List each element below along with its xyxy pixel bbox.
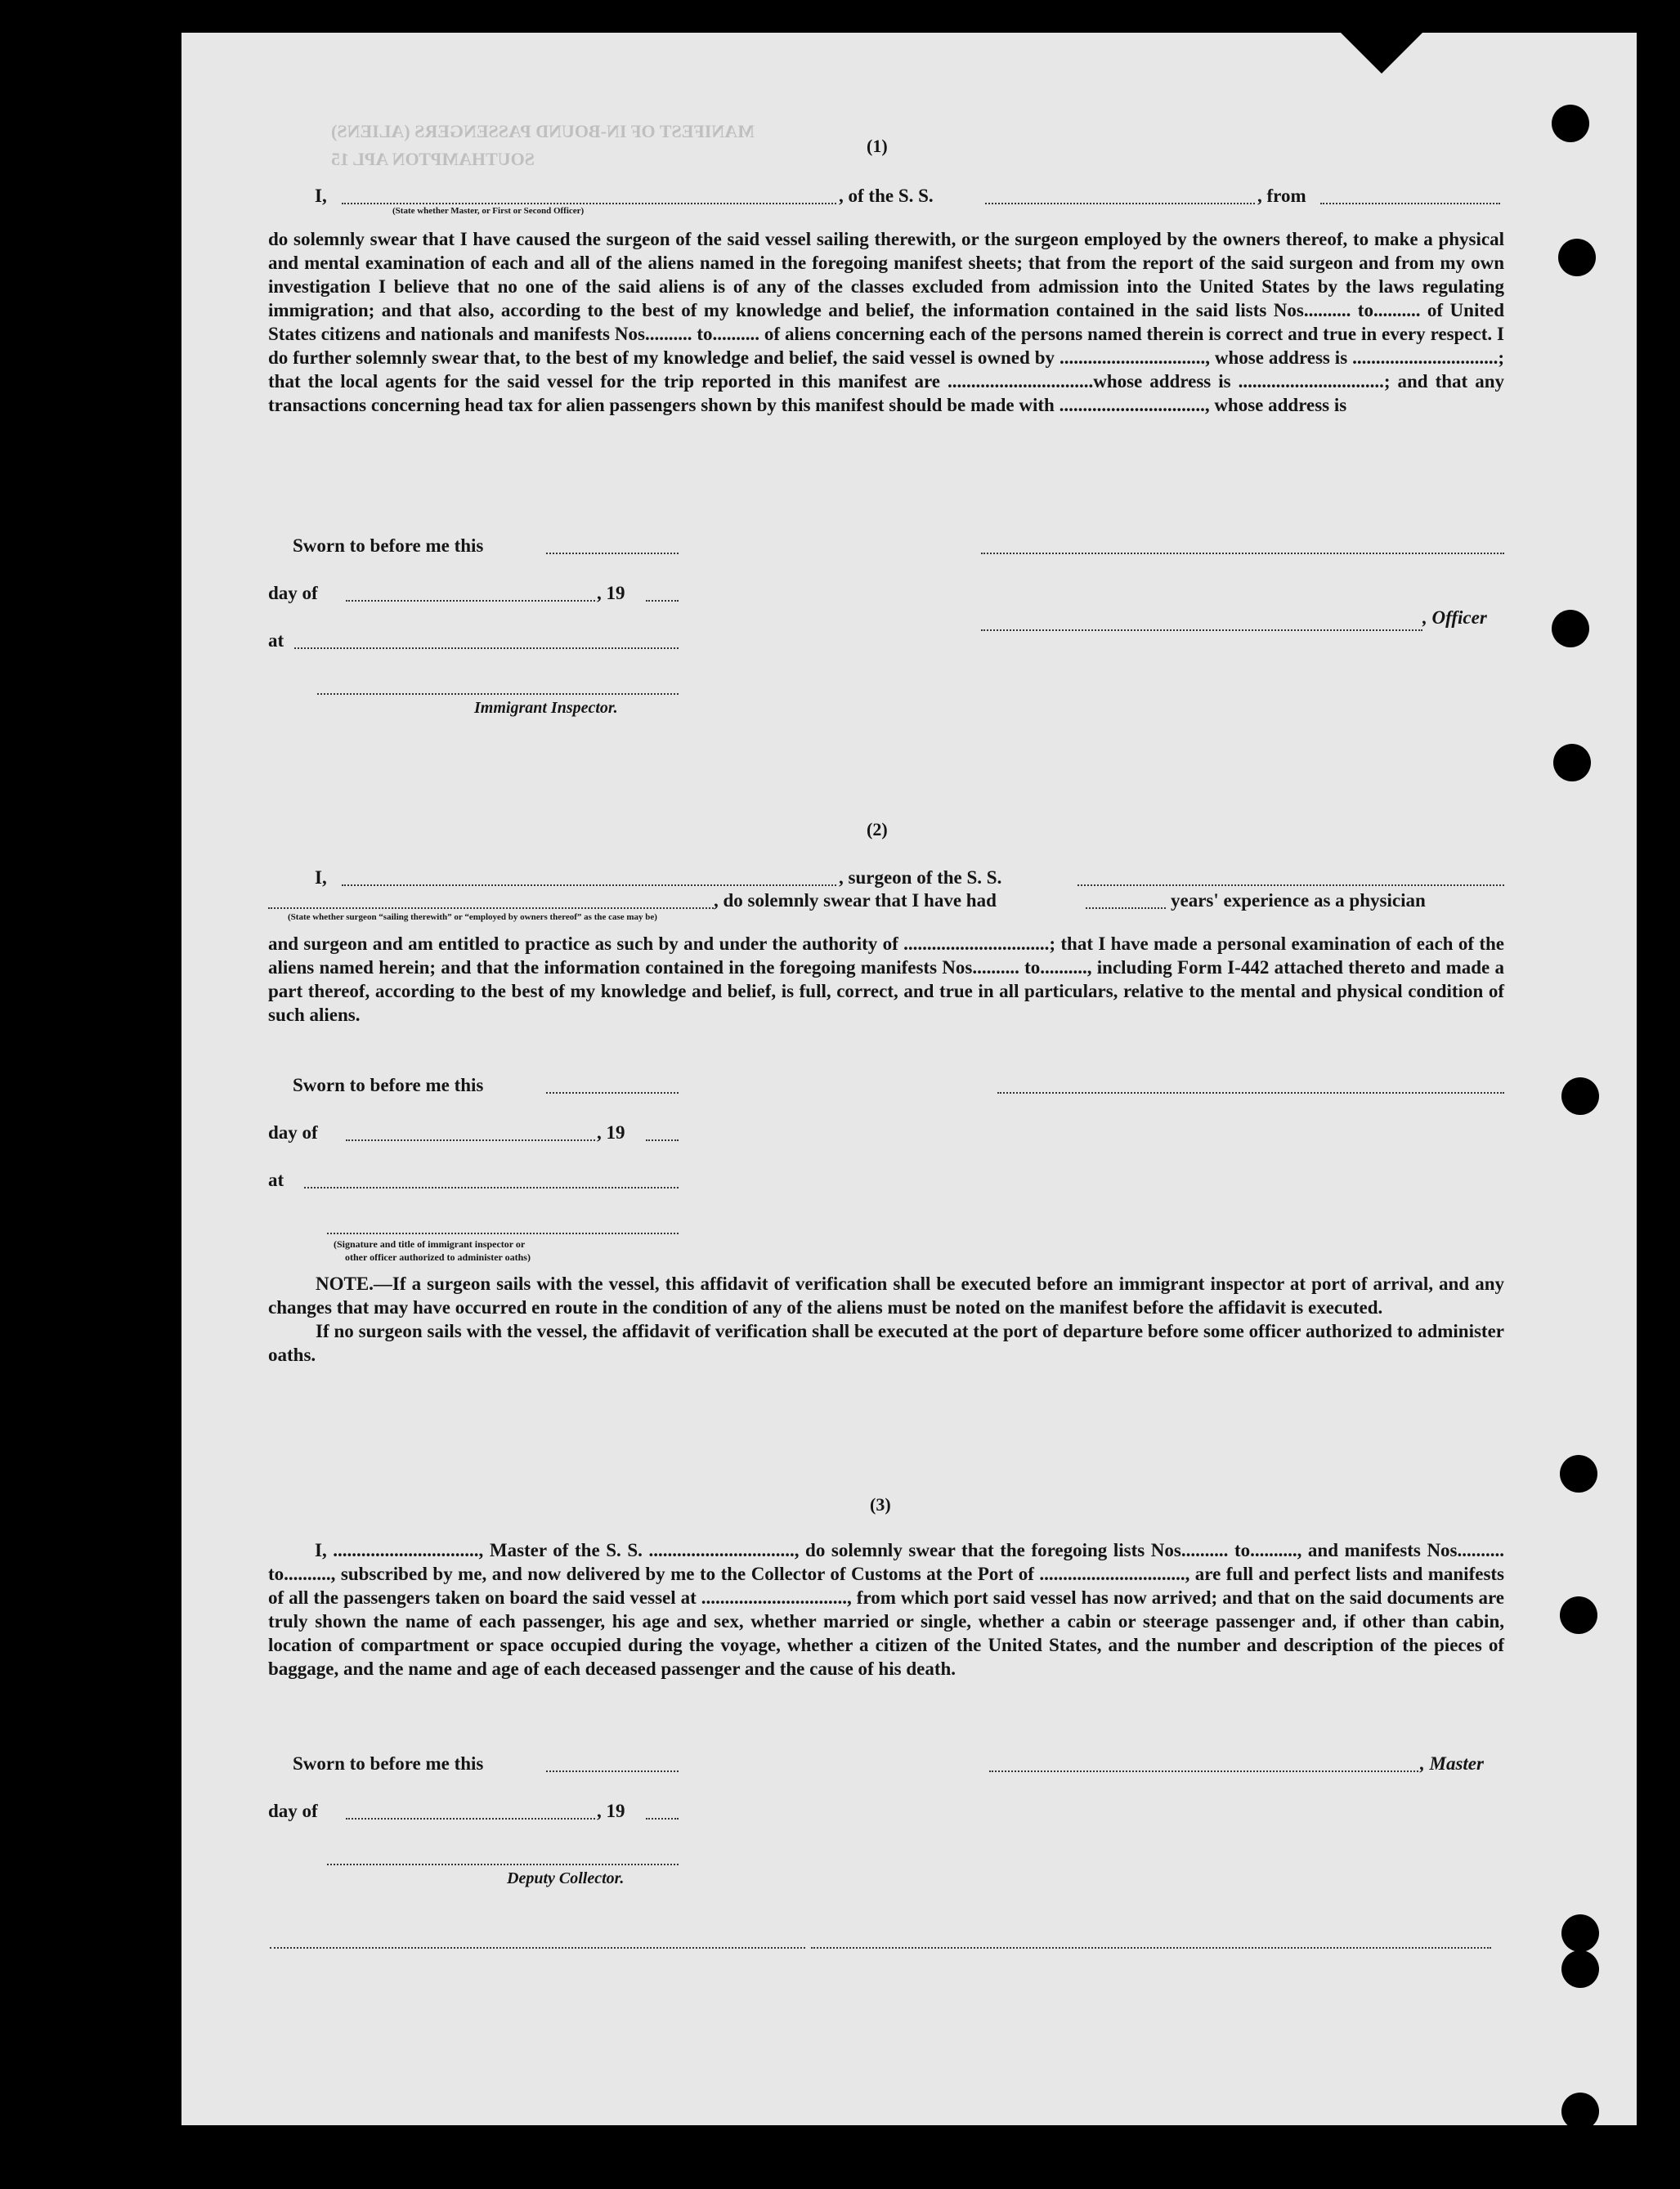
- s3-sworn-field[interactable]: [546, 1770, 679, 1772]
- s2-at-field[interactable]: [304, 1187, 679, 1189]
- s2-inspector-signature-field[interactable]: [327, 1233, 679, 1234]
- s1-inspector-label: Immigrant Inspector.: [474, 699, 618, 717]
- s1-oath-text: do solemnly swear that I have caused the surgeon of the said vessel sailing therewith, or the surgeon employed by the owners thereof, to make a physical and mental examination of each and all of the aliens named in the foregoing manifest sheets; that from the report of the said surgeon and from my own investigation I believe that no one of the said aliens is of any of the classes excluded from admission into the United States by the laws regulating immigration; and that also, according to the best of my knowledge and belief, the information contained in the said lists Nos.......... to.......... of United States citizens and nationals and manifests Nos.......... to.......... of aliens concerning each of the persons named therein is correct and true in every respect. I do further solemnly swear that, to the best of my knowledge and belief, the said vessel is owned by ..............................., whose address is ...............................; that the local agents for the said vessel for the trip reported in this manifest are ...............................whose address is ...............................; and that any transactions concerning head tax for alien passengers shown by this manifest should be made with ..............................., whose address is: [268, 229, 1504, 415]
- bleed-through-subtitle: SOUTHAMPTON APL 15: [331, 149, 535, 169]
- s1-officer-signature-field[interactable]: [981, 553, 1504, 554]
- binder-hole: [1561, 2093, 1599, 2130]
- s1-at-field[interactable]: [294, 647, 679, 649]
- s2-nineteen-label: , 19: [597, 1122, 625, 1143]
- s2-oath-text: and surgeon and am entitled to practice as such by and under the authority of ...............................; that I have made a personal examination of each of the aliens named herein; and that the information contained in the foregoing manifests Nos.......... to.........., including Form I-442 attached thereto and made a part thereof, according to the best of my knowledge and belief, is full, correct, and true in all particulars, relative to the mental and physical condition of such aliens.: [268, 933, 1504, 1025]
- s1-from-field[interactable]: [1320, 203, 1500, 204]
- binder-hole: [1558, 239, 1596, 276]
- s1-sworn-label: Sworn to before me this: [293, 535, 484, 556]
- s2-note: [268, 1272, 1504, 1367]
- s2-signature-hint-1: (Signature and title of immigrant inspector or: [334, 1238, 526, 1250]
- s2-surgeon-name-field[interactable]: [342, 884, 836, 886]
- s1-of-ss-label: , of the S. S.: [839, 186, 934, 206]
- binder-hole: [1561, 1077, 1599, 1115]
- s3-sworn-label: Sworn to before me this: [293, 1753, 484, 1774]
- s1-day-of-label: day of: [268, 583, 318, 603]
- binder-hole: [1552, 610, 1589, 647]
- s2-day-of-label: day of: [268, 1122, 318, 1143]
- bottom-rule-right: [811, 1947, 1491, 1949]
- s3-oath-body: [268, 1538, 1504, 1681]
- s2-day-of-field[interactable]: [346, 1139, 595, 1141]
- s2-year-field[interactable]: [646, 1139, 679, 1141]
- s1-i-label: I,: [315, 186, 327, 206]
- binder-hole: [1560, 1596, 1597, 1634]
- s1-vessel-name-field[interactable]: [985, 203, 1255, 204]
- s1-officer-label: , Officer: [1422, 607, 1487, 628]
- binder-hole: [1560, 1455, 1597, 1493]
- binder-hole: [1561, 1950, 1599, 1988]
- s1-officer-hint: (State whether Master, or First or Second Officer): [392, 206, 585, 216]
- s1-nineteen-label: , 19: [597, 583, 625, 603]
- s3-day-of-label: day of: [268, 1801, 318, 1821]
- s2-surgeon-signature-field[interactable]: [997, 1092, 1504, 1094]
- section-2-number: (2): [867, 819, 888, 839]
- s3-year-field[interactable]: [646, 1818, 679, 1820]
- s2-note-text-2: If no surgeon sails with the vessel, the affidavit of verification shall be executed at the port of departure before some officer authorized to administer oaths.: [268, 1321, 1504, 1365]
- s2-years-label: years' experience as a physician: [1171, 890, 1426, 911]
- s3-nineteen-label: , 19: [597, 1801, 625, 1821]
- binder-hole: [1553, 744, 1591, 781]
- s2-signature-hint-2: other officer authorized to administer oaths): [345, 1251, 531, 1263]
- s2-swear-label: , do solemnly swear that I have had: [714, 890, 997, 911]
- s1-at-label: at: [268, 630, 284, 651]
- s2-surgeon-status-field[interactable]: [268, 907, 714, 909]
- s3-day-of-field[interactable]: [346, 1818, 595, 1820]
- s2-oath-body: [268, 932, 1504, 1027]
- s1-oath-body: [268, 227, 1504, 417]
- page-notch: [1341, 33, 1422, 74]
- s2-surgeon-of-ss-label: , surgeon of the S. S.: [839, 867, 1002, 888]
- section-1-number: (1): [867, 136, 888, 156]
- s1-day-of-field[interactable]: [346, 600, 595, 602]
- s2-sworn-field[interactable]: [546, 1092, 679, 1094]
- s1-year-field[interactable]: [646, 600, 679, 602]
- s3-collector-signature-field[interactable]: [327, 1864, 679, 1865]
- bottom-rule-left: [270, 1947, 805, 1949]
- s2-years-field[interactable]: [1086, 907, 1166, 909]
- s2-sworn-label: Sworn to before me this: [293, 1075, 484, 1095]
- s3-collector-label: Deputy Collector.: [507, 1869, 625, 1887]
- section-3-number: (3): [870, 1494, 891, 1515]
- s2-surgeon-hint: (State whether surgeon “sailing therewith” or “employed by owners thereof” as the case may be): [288, 912, 657, 922]
- s1-officer-name-field[interactable]: [342, 203, 836, 204]
- binder-hole: [1552, 105, 1589, 142]
- s1-from-label: , from: [1257, 186, 1306, 206]
- binder-hole: [1561, 1914, 1599, 1952]
- s2-vessel-name-field[interactable]: [1077, 884, 1504, 886]
- s1-inspector-signature-field[interactable]: [317, 693, 679, 695]
- bleed-through-title: MANIFEST OF IN-BOUND PASSENGERS (ALIENS): [331, 121, 755, 141]
- s3-master-signature-field[interactable]: [989, 1770, 1418, 1772]
- s2-i-label: I,: [315, 867, 327, 888]
- s3-master-label: , Master: [1420, 1753, 1484, 1774]
- s2-at-label: at: [268, 1170, 284, 1190]
- s1-sworn-field[interactable]: [546, 553, 679, 554]
- s1-officer-line[interactable]: [981, 629, 1422, 631]
- s2-note-text: NOTE.—If a surgeon sails with the vessel, this affidavit of verification shall be executed before an immigrant inspector at port of arrival, and any changes that may have occurred en route in the condition of any of the aliens must be noted on the manifest before the affidavit is executed.: [268, 1274, 1504, 1318]
- s3-oath-text: I, ..............................., Master of the S. S. ..............................., do solemnly swear that the foregoing lists Nos.......... to.........., and manifests Nos.......... to.........., subscribed by me, and now delivered by me to the Collector of Customs at the Port of ..............................., are full and perfect lists and manifests of all the passengers taken on board the said vessel at ..............................., from which port said vessel has now arrived; and that on the said documents are truly shown the name of each passenger, his age and sex, whether married or single, whether a cabin or steerage passenger and, if other than cabin, location of compartment or space occupied during the voyage, whether a citizen of the United States, and the number and description of the pieces of baggage, and the name and age of each deceased passenger and the cause of his death.: [268, 1540, 1504, 1679]
